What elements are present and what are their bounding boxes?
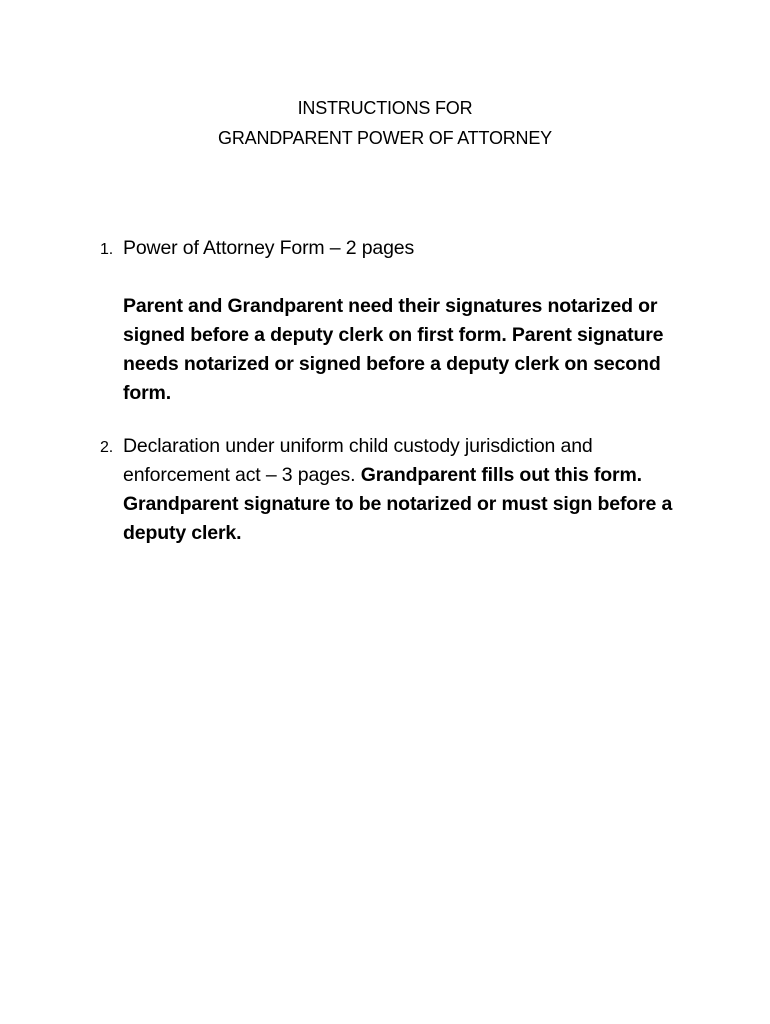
list-item — [100, 234, 700, 408]
item-number: 2. — [100, 439, 114, 456]
item-note: Parent and Grandparent need their signatures notarized or signed before a deputy clerk on first form. Parent signature needs notarized or signed before a deputy clerk on second form. — [123, 295, 664, 404]
item-bold-text: Grandparent fills out this form. Grandparent signature to be notarized or must sign before a deputy clerk. — [123, 464, 673, 544]
item-text: Declaration under uniform child custody jurisdiction and enforcement act – 3 pages. — [123, 435, 593, 486]
instructions-list — [100, 234, 700, 548]
list-item — [100, 432, 700, 548]
document-title — [0, 93, 770, 153]
item-number: 1. — [100, 241, 114, 258]
item-heading: Power of Attorney Form – 2 pages — [123, 237, 415, 259]
title-line-1: INSTRUCTIONS FOR — [297, 98, 473, 118]
title-line-2: GRANDPARENT POWER OF ATTORNEY — [218, 128, 552, 148]
